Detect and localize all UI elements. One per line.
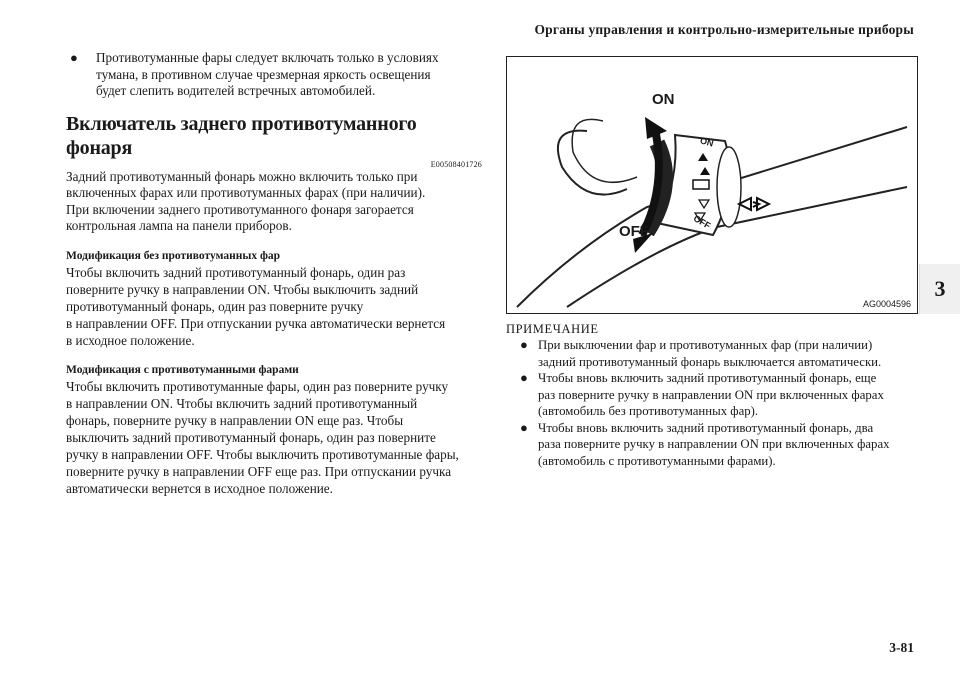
note-line: Чтобы вновь включить задний противотуманный фонарь, два — [538, 420, 874, 435]
body-line: противотуманный фонарь, один раз поверните ручку — [66, 298, 364, 314]
note-line: задний противотуманный фонарь выключается автоматически. — [538, 354, 882, 369]
subsection-title-no-foglights: Модификация без противотуманных фар — [66, 249, 281, 262]
body-line: ручку в направлении OFF. Чтобы выключить противотуманные фары, — [66, 446, 459, 462]
note-line: (автомобиль с противотуманными фарами). — [538, 453, 776, 468]
bullet-icon: ● — [520, 419, 528, 435]
subsection-body-no-foglights — [66, 264, 482, 349]
bullet-icon: ● — [70, 50, 78, 65]
subsection-body-with-foglights — [66, 378, 482, 497]
body-line: поверните ручку в направлении ON. Чтобы выключить задний — [66, 281, 419, 297]
warning-item — [66, 50, 482, 100]
ring-off-mark: OFF — [691, 213, 713, 231]
body-line: фонарь, поверните ручку в направлении ON еще раз. Чтобы — [66, 412, 404, 428]
warning-line: тумана, в противном случае чрезмерная яркость освещения — [96, 66, 431, 82]
body-line: Чтобы включить задний противотуманный фонарь, один раз — [66, 264, 406, 280]
body-line: выключить задний противотуманный фонарь, один раз поверните — [66, 429, 436, 445]
section-title: Включатель заднего противотуманного фонаря — [66, 112, 417, 159]
note-line: раз поверните ручку в направлении ON при включенных фарах — [538, 387, 884, 402]
body-line: автоматически вернется в исходное положение. — [66, 480, 333, 496]
section-code: E00508401726 — [430, 159, 482, 169]
body-line: в направлении ON. Чтобы включить задний противотуманный — [66, 395, 418, 411]
figure-code: AG0004596 — [862, 299, 911, 309]
note-line: При выключении фар и противотуманных фар (при наличии) — [538, 338, 873, 352]
chapter-tab: 3 — [919, 264, 960, 314]
body-line: поверните ручку в направлении OFF еще раз. При отпускании ручка — [66, 463, 452, 479]
note-block — [506, 322, 916, 469]
lever-drawing — [507, 57, 917, 313]
label-on: ON — [652, 91, 675, 108]
intro-line: контрольная лампа на панели приборов. — [66, 218, 292, 233]
note-line: Чтобы вновь включить задний противотуманный фонарь, еще — [538, 371, 877, 385]
intro-line: При включении заднего противотуманного фонаря загорается — [66, 201, 414, 217]
intro-line: включенных фарах или противотуманных фарах (при наличии). — [66, 185, 426, 200]
note-title: ПРИМЕЧАНИЕ — [506, 322, 599, 336]
note-line: раза поверните ручку в направлении ON при включенных фарах — [538, 437, 890, 451]
intro-paragraph — [66, 169, 482, 235]
note-item — [506, 337, 916, 370]
bullet-icon: ● — [520, 370, 528, 385]
label-off: OFF — [619, 223, 649, 240]
left-column — [66, 50, 482, 497]
note-line: (автомобиль без противотуманных фар). — [538, 404, 759, 418]
warning-line: Противотуманные фары следует включать только в условиях — [96, 50, 439, 65]
warning-line: будет слепить водителей встречных автомобилей. — [96, 83, 376, 98]
note-item — [506, 420, 916, 470]
intro-line: Задний противотуманный фонарь можно включить только при — [66, 168, 418, 184]
body-line: в направлении OFF. При отпускании ручка автоматически вернется — [66, 315, 446, 331]
ring-on-mark: ON — [698, 135, 715, 149]
note-item — [506, 370, 916, 420]
body-line: в исходное положение. — [66, 332, 195, 348]
subsection-title-with-foglights: Модификация с противотуманными фарами — [66, 363, 299, 376]
page-header: Органы управления и контрольно-измерительные приборы — [534, 22, 914, 37]
bullet-icon: ● — [520, 337, 528, 352]
body-line: Чтобы включить противотуманные фары, один раз поверните ручку — [66, 378, 449, 394]
page-number: 3-81 — [889, 640, 914, 655]
lever-illustration — [506, 56, 918, 314]
